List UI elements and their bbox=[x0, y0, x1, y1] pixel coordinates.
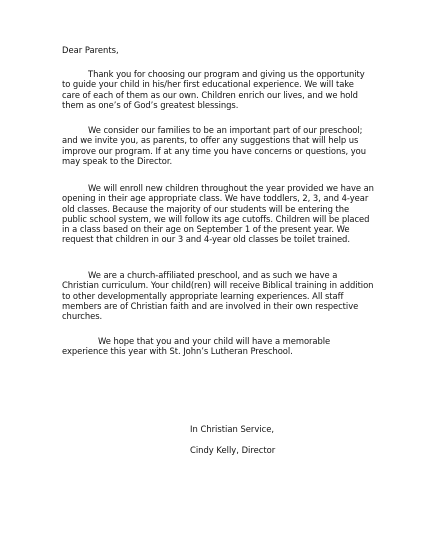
paragraph-text: We will enroll new children throughout the year provided we have an opening in their age appropriate class. We have toddlers, 2, 3, and 4-year old classes. Because the majority of our students will be entering the public school system, we will follow its age cutoffs. Children will be placed in a class based on their age on September 1 of the present year. We request that children in our 3 and 4-year old classes be toilet trained. bbox=[62, 183, 374, 245]
paragraph-christian-curriculum bbox=[62, 270, 374, 321]
paragraph-text: We hope that you and your child will have a memorable experience this year with St. John’s Lutheran Preschool. bbox=[62, 336, 331, 357]
paragraph-enrollment bbox=[62, 183, 374, 245]
paragraph-closing-wish bbox=[62, 336, 374, 357]
paragraph-families bbox=[62, 125, 374, 166]
signature-line: Cindy Kelly, Director bbox=[190, 445, 276, 455]
paragraph-text: We are a church-affiliated preschool, and as such we have a Christian curriculum. Your child(ren) will receive Biblical training in addition to other developmentally appropriate learning experiences. All staff members are of Christian faith and are involved in their own respective churches. bbox=[62, 270, 374, 322]
paragraph-text: Thank you for choosing our program and giving us the opportunity to guide your child in his/her first educational experience. We will take care of each of them as our own. Children enrich our lives, and we hold them as one’s of God’s greatest blessings. bbox=[62, 69, 365, 110]
paragraph-text: We consider our families to be an important part of our preschool; and we invite you, as parents, to offer any suggestions that will help us improve our program. If at any time you have concerns or questions, you may speak to the Director. bbox=[62, 125, 366, 166]
salutation: Dear Parents, bbox=[62, 45, 119, 55]
paragraph-thank-you bbox=[62, 69, 374, 110]
closing-line: In Christian Service, bbox=[190, 424, 275, 434]
